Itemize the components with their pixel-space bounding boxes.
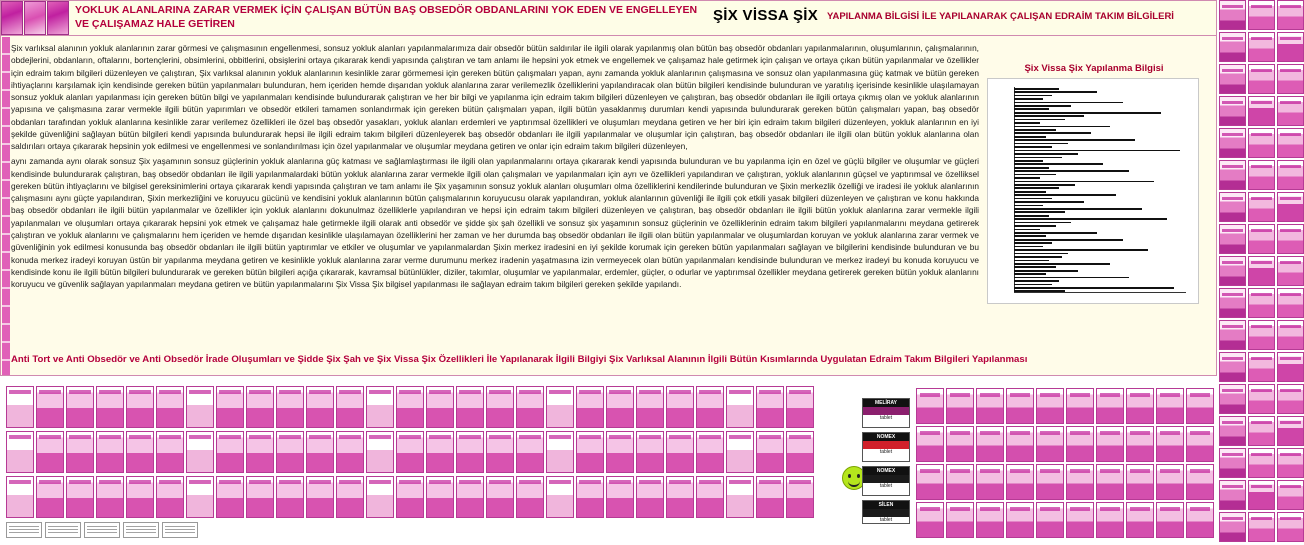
thumbnail-card [726, 431, 754, 473]
chart-bar [1014, 177, 1040, 179]
thumbnail-card [1186, 388, 1214, 424]
thumbnail-card [1248, 352, 1275, 382]
chart-bar [1014, 273, 1046, 275]
thumbnail-card [696, 476, 724, 518]
chart-bar [1014, 187, 1059, 189]
chart-bar [1014, 211, 1065, 213]
chart-bar [1014, 167, 1049, 169]
thumbnail-card [156, 386, 184, 428]
chart-bar [1014, 153, 1078, 155]
chart-bar [1014, 115, 1084, 117]
thumbnail-card [636, 386, 664, 428]
thumbnail-card [756, 386, 784, 428]
thumbnail-card [426, 386, 454, 428]
thumbnail-card [1036, 388, 1064, 424]
thumbnail-card [1066, 464, 1094, 500]
thumbnail-card [126, 386, 154, 428]
pack-sub-label: tablet [879, 415, 893, 421]
chart-bar [1014, 174, 1056, 176]
pack-brand-label: SİLEN [863, 501, 909, 509]
pack-color-band [863, 509, 909, 517]
thumbnail-card [516, 386, 544, 428]
thumbnail-card [1156, 502, 1184, 538]
thumbnail-card [156, 431, 184, 473]
thumbnail-card [916, 388, 944, 424]
paragraph-2: aynı zamanda aynı olarak sonsuz Şix yaşamının sonsuz güçlerinin yokluk alanlarına güç katması ve sağlamlaştırması ile ilgili olan yapılanmalarını ortaya çıkararak kendi yapısında bulunduran ve bu yapılanma için en özel ve güçlü bilgiler ve oluşumlar ve güçleri kendisinde bulundurarak çalıştıran, baş obsedör obdanları ile ilgili yapılanmalardaki bütün yokluk alanlarına zarar vermekle ilgili olan çalışmaları ve yapılanmaları için ayrı ve özellikleri yapılandıran ve çalıştıran, yokluk alanlarının güçsel ve yaptırımsal ve özelliksel gereken bütün ihtiyaçlarını ve bilgisel gereksinimlerini ortaya çıkararak kendi yapısında çalıştıran ve tam anlamı ile Şix yaşamının sonsuz yokluk alanları oluşumları olma özelliklerini kendilerinde bulunduran ve Şixin merkezlik özelliği ve iradesi ile yokluk alanlarının çalışmasını aynı güçte yapılandıran, Şixin merkezliğini ve koruyucu gücünü ve kendisini yokluk alanlarının bütün çalışmalarının koruyucusu olarak yapılandıran, yokluk alanlarının güvenliği ile ilgili çok etkili yasak bilgileri düzenleyen ve çalıştıran ve konu hakkında baş obsedör obdanları ile ilgili bütün yapılanmalar ve özellikler için yokluk alanlarını dokunulmaz özelliklerle yapılandıran ve hepsi için edraim takım bilgileri düzenleyen ve çalıştıran, baş obsedör obdanları ile ilgili bütün yokluk alanlarına zarar vermekle ilgili yapılanmaları ve oluşumları ortaya çıkararak hepsini yok etmek ve çalışamaz hale getirmekle ilgili olarak anti obsedör ve şidde şix şah özellikli ve sonsuz şix yaşamının sonsuz güçlerinin ve özelliklerinin edraim takım bilgileri yapılanmalarını meydana getirerek çalıştıran ve yokluk alanlarını ve çalışmalarını hem içeriden ve hemde dışarıdan kesinlikle ulaşılamayan özelliklerini her zaman ve her durumda baş obsedör obdanları ile ilgili olan bütün yapılanmalar ve oluşumlardan koruyan ve yokluk alanlarına zarar vermek ve güvenliğinin yok edilmesi konusunda baş obsedör obdanları ile ilgili bütün yaptırımlar ve etkiler ve oluşumlar ve yapılanmalardan Şixin merkez iradesini en iyi şekilde korumak için gereken bütün yapılanmaları sağlayan ve bilgilerini kendisinde bulunduran ve bu konuda merkez iradeyi koruyan üstün bir yapılanma meydana getiren ve kesinlikle yokluk alanlarına zarar verme durumunu merkez iradenin yaşatmasına izin vermeyecek olan bütün yapılanmaları kendisinde bulunduran ve merkez iradeyi bu konuda koruyucu ve kendisinde konu ile ilgili bütün bilgileri bulundurarak ve gereken bütün bilgileri açığa çıkararak, kavramsal bütünlükler, diziler, takımlar, oluşumlar ve yapılanmalar, erdemler, güçler, o odurlar ve yaptırımsal özellikler meydana getirerek gereken bütün yokluk alanlarını koruyucu ve güvenlik sağlayan yapılanmaları meydana getiren ve bütün yapılanmalarını Şix Vissa Şix bilgisel yapılanması ile sağlayan edraim takım bilgileri gereken şekilde yapılandı. [11, 156, 979, 290]
thumbnail-card [576, 431, 604, 473]
thumbnail-card [1277, 352, 1304, 382]
chart-bar [1014, 287, 1174, 289]
thumbnail-card [306, 476, 334, 518]
thumbnail-card [1277, 288, 1304, 318]
product-pack [862, 466, 910, 496]
pack-sub-label: tablet [879, 449, 893, 455]
thumbnail-card [486, 386, 514, 428]
top-banner [0, 0, 1217, 36]
right-thumbnail-grid [1219, 0, 1304, 382]
thumbnail-card [1248, 384, 1275, 414]
thumbnail-card [1248, 416, 1275, 446]
footer-strap: Anti Tort ve Anti Obsedör ve Anti Obsedör İrade Oluşumları ve Şidde Şix Şah ve Şix Vissa Şix Özellikleri İle Yapılanarak İlgili Bilgiyi Şix Varlıksal Alanının İlgili Bütün Kısımlarında Uygulatan Edraim Takım Bilgileri Yapılanması [11, 354, 1028, 365]
thumbnail-card [516, 476, 544, 518]
thumbnail-card [1277, 32, 1304, 62]
thumbnail-card [366, 386, 394, 428]
chart-bar [1014, 170, 1129, 172]
thumbnail-card [1277, 96, 1304, 126]
thumbnail-card [66, 386, 94, 428]
thumbnail-card [1219, 224, 1246, 254]
thumbnail-card [336, 386, 364, 428]
document-thumbnail [6, 522, 42, 538]
chart-bar [1014, 260, 1049, 262]
chart-bar [1014, 119, 1065, 121]
chart-bar [1014, 98, 1043, 100]
thumbnail-card [1219, 0, 1246, 30]
chart-bar [1014, 249, 1148, 251]
thumbnail-card [786, 476, 814, 518]
thumbnail-card [186, 431, 214, 473]
thumbnail-card [516, 431, 544, 473]
thumbnail-card [1277, 416, 1304, 446]
thumbnail-card [336, 431, 364, 473]
chart-bar [1014, 132, 1091, 134]
thumbnail-card [1277, 64, 1304, 94]
thumbnail-card [1096, 426, 1124, 462]
thumbnail-card [1219, 64, 1246, 94]
thumbnail-card [396, 476, 424, 518]
thumbnail-card [1126, 388, 1154, 424]
thumbnail-card [276, 431, 304, 473]
thumbnail-card [946, 426, 974, 462]
thumbnail-card [1219, 32, 1246, 62]
chart-bar [1014, 105, 1071, 107]
thumbnail-card [666, 386, 694, 428]
thumbnail-card [726, 386, 754, 428]
thumbnail-card [6, 476, 34, 518]
lower-right-thumbnail-grid [916, 388, 1216, 543]
thumbnail-card [1277, 256, 1304, 286]
chart-bar [1014, 242, 1052, 244]
product-pack [862, 432, 910, 462]
thumbnail-card [24, 1, 46, 35]
thumbnail-card [696, 431, 724, 473]
chart-bar [1014, 146, 1052, 148]
thumbnail-card [1248, 64, 1275, 94]
thumbnail-card [1219, 512, 1246, 542]
thumbnail-card [1219, 96, 1246, 126]
thumbnail-card [36, 476, 64, 518]
thumbnail-card [1248, 448, 1275, 478]
chart-bar [1014, 270, 1078, 272]
thumbnail-card [1248, 256, 1275, 286]
chart-bar [1014, 253, 1068, 255]
chart-plot-area [1014, 87, 1186, 293]
thumbnail-card [546, 386, 574, 428]
thumbnail-card [36, 386, 64, 428]
thumbnail-card [396, 431, 424, 473]
thumbnail-card [1248, 224, 1275, 254]
document-text [11, 42, 979, 293]
left-thumbnail-column [2, 37, 10, 375]
chart-bar [1014, 235, 1046, 237]
thumbnail-card [1096, 388, 1124, 424]
chart-bar [1014, 143, 1068, 145]
thumbnail-card [946, 388, 974, 424]
thumbnail-card [396, 386, 424, 428]
thumbnail-card [576, 386, 604, 428]
thumbnail-row [6, 476, 814, 518]
thumbnail-card [1, 1, 23, 35]
chart-bar [1014, 198, 1052, 200]
thumbnail-card [1219, 160, 1246, 190]
thumbnail-row [6, 431, 814, 473]
chart-title: Şix Vissa Şix Yapılanma Bilgisi [1024, 63, 1164, 74]
banner-title-right: YAPILANMA BİLGİSİ İLE YAPILANARAK ÇALIŞAN EDRAİM TAKIM BİLGİLERİ [827, 11, 1174, 22]
pack-brand-label: NOMEX [863, 467, 909, 475]
thumbnail-card [306, 386, 334, 428]
chart-bar [1014, 88, 1059, 90]
thumbnail-card [1277, 480, 1304, 510]
thumbnail-card [1248, 320, 1275, 350]
thumbnail-card [786, 431, 814, 473]
thumbnail-card [916, 502, 944, 538]
thumbnail-card [1156, 388, 1184, 424]
pack-sub-label: tablet [879, 483, 893, 489]
thumbnail-card [426, 431, 454, 473]
thumbnail-card [216, 431, 244, 473]
thumbnail-card [1219, 384, 1246, 414]
document-thumbnail [45, 522, 81, 538]
thumbnail-card [1156, 464, 1184, 500]
chart-bar [1014, 160, 1043, 162]
thumbnail-card [1248, 160, 1275, 190]
thumbnail-card [1036, 464, 1064, 500]
document-thumbnail [162, 522, 198, 538]
thumbnail-card [1006, 464, 1034, 500]
thumbnail-card [1248, 96, 1275, 126]
thumbnail-card [156, 476, 184, 518]
thumbnail-card [336, 476, 364, 518]
thumbnail-card [66, 476, 94, 518]
thumbnail-card [1277, 128, 1304, 158]
thumbnail-card [976, 388, 1004, 424]
thumbnail-card [1096, 464, 1124, 500]
chart-bar [1014, 157, 1062, 159]
thumbnail-card [1277, 192, 1304, 222]
thumbnail-card [96, 431, 124, 473]
thumbnail-card [276, 386, 304, 428]
chart-bar [1014, 263, 1110, 265]
pack-sub-label: tablet [879, 517, 893, 523]
thumbnail-card [216, 476, 244, 518]
thumbnail-card [306, 431, 334, 473]
chart-bar [1014, 91, 1097, 93]
thumbnail-card [756, 476, 784, 518]
pack-color-band [863, 475, 909, 483]
thumbnail-card [36, 431, 64, 473]
chart-bar [1014, 266, 1056, 268]
chart-bar [1014, 108, 1049, 110]
banner-thumbnail-strip [1, 1, 71, 37]
thumbnail-card [1248, 0, 1275, 30]
thumbnail-card [486, 431, 514, 473]
thumbnail-card [126, 431, 154, 473]
thumbnail-card [1219, 256, 1246, 286]
thumbnail-card [1277, 512, 1304, 542]
thumbnail-card [1277, 224, 1304, 254]
thumbnail-card [1006, 426, 1034, 462]
thumbnail-card [366, 476, 394, 518]
thumbnail-card [1248, 288, 1275, 318]
chart-bar [1014, 129, 1056, 131]
thumbnail-card [1066, 388, 1094, 424]
chart-container [987, 63, 1199, 304]
pack-brand-label: MELİRAY [863, 399, 909, 407]
document-thumbnail [123, 522, 159, 538]
thumbnail-card [366, 431, 394, 473]
lower-left-thumbnail-area [6, 386, 912, 541]
thumbnail-card [1219, 448, 1246, 478]
thumbnail-card [786, 386, 814, 428]
chart-bar [1014, 232, 1097, 234]
thumbnail-card [1277, 320, 1304, 350]
thumbnail-card [486, 476, 514, 518]
thumbnail-card [1248, 32, 1275, 62]
thumbnail-card [606, 386, 634, 428]
thumbnail-card [1126, 464, 1154, 500]
chart-bar [1014, 205, 1043, 207]
thumbnail-card [456, 431, 484, 473]
thumbnail-card [946, 502, 974, 538]
chart-bar [1014, 191, 1046, 193]
chart-bar [1014, 184, 1075, 186]
thumbnail-card [246, 431, 274, 473]
thumbnail-card [186, 386, 214, 428]
chart-bar [1014, 229, 1040, 231]
thumbnail-card [1248, 480, 1275, 510]
chart-bar [1014, 201, 1084, 203]
thumbnail-card [1219, 320, 1246, 350]
chart-bar [1014, 139, 1135, 141]
thumbnail-card [1277, 0, 1304, 30]
chart-bar [1014, 150, 1180, 152]
chart-bar [1014, 284, 1052, 286]
chart-bar [1014, 218, 1167, 220]
document-thumbnail [84, 522, 120, 538]
document-body-panel [0, 36, 1217, 376]
chart-bar [1014, 277, 1129, 279]
thumbnail-card [246, 476, 274, 518]
thumbnail-card [636, 476, 664, 518]
chart-bar [1014, 208, 1142, 210]
thumbnail-card [606, 476, 634, 518]
chart-x-axis [1014, 292, 1186, 293]
right-bottom-thumbnail-grid [1219, 384, 1304, 544]
chart-bar [1014, 102, 1123, 104]
thumbnail-card [726, 476, 754, 518]
thumbnail-card [576, 476, 604, 518]
product-pack [862, 398, 910, 428]
banner-title-center: ŞİX VİSSA ŞİX [713, 7, 819, 24]
chart-bar [1014, 194, 1116, 196]
chart-bar [1014, 239, 1123, 241]
thumbnail-card [756, 431, 784, 473]
thumbnail-card [1066, 502, 1094, 538]
chart-bar [1014, 222, 1071, 224]
thumbnail-card [976, 426, 1004, 462]
thumbnail-card [976, 464, 1004, 500]
thumbnail-card [1126, 502, 1154, 538]
thumbnail-card [546, 476, 574, 518]
thumbnail-card [946, 464, 974, 500]
thumbnail-card [1277, 384, 1304, 414]
thumbnail-card [186, 476, 214, 518]
thumbnail-card [1248, 128, 1275, 158]
thumbnail-card [1248, 512, 1275, 542]
chart-bar [1014, 163, 1103, 165]
thumbnail-card [426, 476, 454, 518]
thumbnail-card [1066, 426, 1094, 462]
thumbnail-card [1126, 426, 1154, 462]
chart-bar [1014, 256, 1062, 258]
pack-color-band [863, 407, 909, 415]
thumbnail-card [976, 502, 1004, 538]
chart-bar [1014, 122, 1040, 124]
thumbnail-card [546, 431, 574, 473]
thumbnail-card [1006, 502, 1034, 538]
chart-bar [1014, 290, 1065, 292]
banner-title-left: YOKLUK ALANLARINA ZARAR VERMEK İÇİN ÇALIŞAN BÜTÜN BAŞ OBSEDÖR OBDANLARINI YOK EDEN VE ENGELLEYEN VE ÇALIŞAMAZ HALE GETİREN [75, 4, 698, 31]
thumbnail-card [1186, 464, 1214, 500]
thumbnail-row [6, 386, 814, 428]
thumbnail-card [1006, 388, 1034, 424]
chart-bar [1014, 112, 1161, 114]
thumbnail-card [1219, 288, 1246, 318]
thumbnail-card [456, 476, 484, 518]
pack-brand-label: NOMEX [863, 433, 909, 441]
chart-bar [1014, 136, 1046, 138]
thumbnail-card [6, 431, 34, 473]
thumbnail-card [66, 431, 94, 473]
thumbnail-card [216, 386, 244, 428]
thumbnail-card [456, 386, 484, 428]
thumbnail-card [47, 1, 69, 35]
thumbnail-card [666, 476, 694, 518]
thumbnail-card [606, 431, 634, 473]
thumbnail-card [1219, 352, 1246, 382]
thumbnail-card [696, 386, 724, 428]
thumbnail-card [96, 476, 124, 518]
thumbnail-card [1219, 192, 1246, 222]
thumbnail-card [1248, 192, 1275, 222]
chart-bar [1014, 95, 1052, 97]
thumbnail-card [1186, 502, 1214, 538]
thumbnail-card [666, 431, 694, 473]
thumbnail-card [916, 464, 944, 500]
thumbnail-card [1277, 160, 1304, 190]
chart-bar [1014, 246, 1043, 248]
thumbnail-card [1156, 426, 1184, 462]
thumbnail-card [246, 386, 274, 428]
thumbnail-card [6, 386, 34, 428]
thumbnail-card [1096, 502, 1124, 538]
thumbnail-card [126, 476, 154, 518]
chart-bar [1014, 280, 1059, 282]
thumbnail-card [96, 386, 124, 428]
thumbnail-card [636, 431, 664, 473]
thumbnail-card [1277, 448, 1304, 478]
thumbnail-card [1219, 416, 1246, 446]
thumbnail-card [1219, 480, 1246, 510]
thumbnail-card [276, 476, 304, 518]
paragraph-1: Şix varlıksal alanının yokluk alanlarının zarar görmesi ve çalışmasının engellenmesi, sonsuz yokluk alanları yapılanmalarımıza dair obsedör bütün saldırılar ile ilgili olarak yapılanmış olan bütün baş obsedör obdanları yapılanmalarının, oluşumlarının, çalışmalarının, obdejlerini, obdanların, oftalarını, bortençlerini, obsimlerini, obbitlerini, obsişlerini ortaya çıkararak kendi yapısında çalıştıran ve tam anlamı ile hepsini yok etmek ve engellemek ve çalışamaz hale getirmek için çalışan ve ortaya çıkan bütün yapılanmalar ve özellikler için edraim takım bilgileri düzenleyen ve çalıştıran, Şix varlıksal alanının yokluk alanlarının kesinlikle zarar görmemesi için gereken bütün çalışmaları yapan, aynı zamanda yokluk alanlarının çalışmasına ve sonsuz olan yapılanmasına güç katmak ve bütün gereken ihtiyaçlarını karşılamak için kendisinde gereken bütün yapılanmaları bulunduran, hem içeriden hemde dışarıdan yokluk alanlarına zarar verilemezlik özelliklerini yapılandıracak olan bütün bilgileri kendisinde bulunduran ve yaratılış içerisinde kesinlikle ulaşılamayan sonsuz yokluk alanları yapılanması için gereken bütün bilgi ve yapılanmaları kendisinde bulundurarak çalıştıran ve her bir bilgi ve yapılanma için edraim takım bilgileri düzenleyen ve çalıştıran, baş obsedör obdanları ile ilgili ortaya çıkmış olan ve yokluk alanlarının yapısına ve çalışmasına zarar vermekle ilgili bütün yapırımları ve obsedör etkileri tamamen sonlandırmak için gereken bütün çalışmaları yapan, ilgili bütün yasaklanmış durumları kendi yapısında bulundurarak gereken bütün çalışmaları yapan, baş obsedör obdanları tarafından yokluk alanlarına kesinlikle zarar verilemez özellikleri ile özel baş obsedör yasakları, yokluk alanları erdemleri ve yaptırımsal özellikleri ve oluşumları meydana getiren ve her biri için edraim takım bilgileri düzenleyen, yokluk alanlarının en iyi şekilde güvenliğini sağlayan bütün bilgileri kendi yapısında bulundurarak hepsi ile ilgili edraim takım bilgileri düzenleyerek baş obsedör obdanları ile ilgili yapılanmalar ve oluşumlar için çalıştıran, baş obsedör obdanları ile ilgili olan bütün yokluk alanlarına olan saldırıları ortaya çıkararak hepsinin yok edilmesi ve engellenmesi ve sonlandırılması için özel yapılanmalar ve oluşumlar meydana getiren ve onlar için edraim takım bilgileri düzenleyen, [11, 43, 979, 152]
product-pack [862, 500, 910, 524]
thumbnail-card [1186, 426, 1214, 462]
thumbnail-card [1036, 426, 1064, 462]
thumbnail-card [1219, 128, 1246, 158]
chart-bar [1014, 225, 1056, 227]
chart-bar [1014, 215, 1049, 217]
thumbnail-card [1036, 502, 1064, 538]
document-thumbnail-row [6, 522, 198, 538]
pack-color-band [863, 441, 909, 449]
chart-bar [1014, 126, 1110, 128]
chart-bar [1014, 181, 1154, 183]
thumbnail-card [916, 426, 944, 462]
